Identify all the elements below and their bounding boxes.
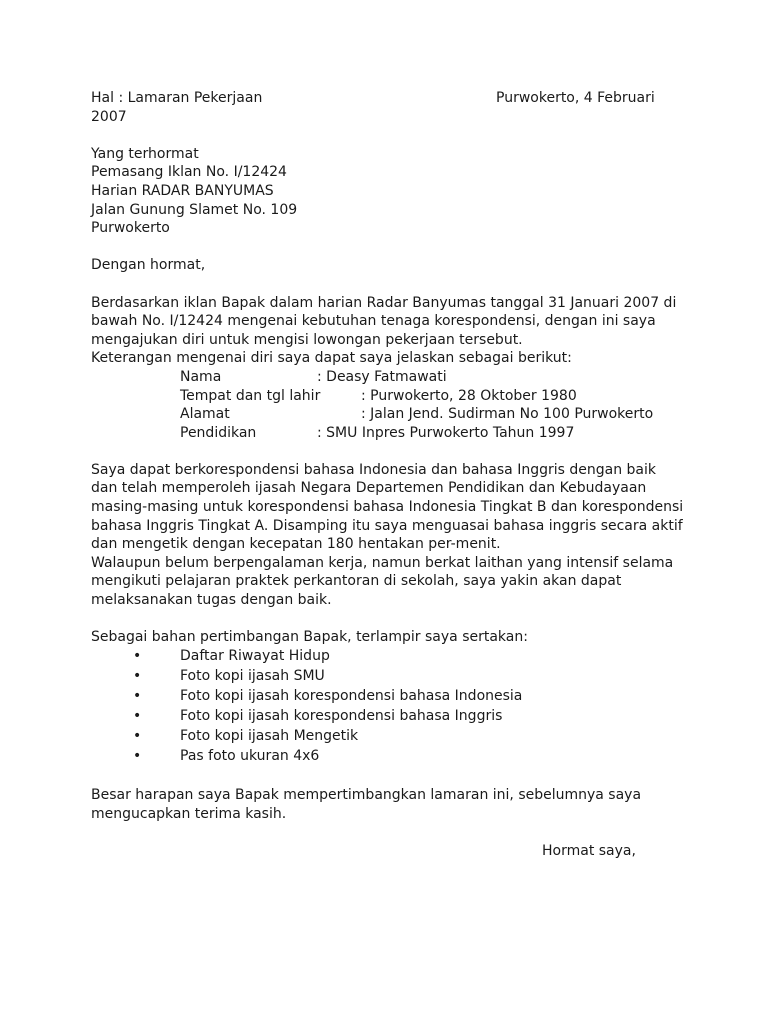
- attachments-list: [91, 647, 691, 768]
- paragraph-line: mengucapkan terima kasih.: [91, 805, 287, 822]
- detail-row: [91, 387, 691, 406]
- bullet-icon: •: [133, 708, 142, 725]
- detail-value: : Deasy Fatmawati: [317, 368, 447, 385]
- paragraph-line: bahasa Inggris Tingkat A. Disamping itu saya menguasai bahasa inggris secara aktif: [91, 517, 683, 534]
- detail-value: : SMU Inpres Purwokerto Tahun 1997: [317, 424, 575, 441]
- paragraph-line: Keterangan mengenai diri saya dapat saya jelaskan sebagai berikut:: [91, 350, 572, 367]
- paragraph-line: dan mengetik dengan kecepatan 180 hentakan per-menit.: [91, 536, 501, 553]
- bullet-icon: •: [133, 647, 142, 664]
- date-line: Purwokerto, 4 Februari: [496, 90, 655, 106]
- list-item: • Foto kopi ijasah Mengetik: [133, 728, 359, 745]
- recipient-line: Yang terhormat: [91, 145, 199, 162]
- detail-label: Tempat dan tgl lahir: [180, 387, 321, 404]
- list-item: • Daftar Riwayat Hidup: [133, 647, 330, 664]
- bullet-icon: •: [133, 728, 142, 745]
- paragraph-line: melaksanakan tugas dengan baik.: [91, 592, 332, 609]
- signoff: Hormat saya,: [542, 842, 636, 859]
- detail-row: [91, 405, 691, 424]
- recipient-line: Jalan Gunung Slamet No. 109: [91, 201, 298, 218]
- paragraph-line: Walaupun belum berpengalaman kerja, namun berkat laithan yang intensif selama: [91, 554, 674, 571]
- detail-label: Nama: [180, 368, 222, 385]
- detail-value: : Purwokerto, 28 Oktober 1980: [361, 387, 577, 404]
- list-item: • Foto kopi ijasah SMU: [133, 667, 325, 684]
- paragraph-line: mengikuti pelajaran praktek perkantoran di sekolah, saya yakin akan dapat: [91, 573, 622, 590]
- bullet-icon: •: [133, 667, 142, 684]
- letter-page: [91, 89, 691, 860]
- subject-line: Hal : Lamaran Pekerjaan: [91, 90, 263, 106]
- paragraph-line: Saya dapat berkorespondensi bahasa Indonesia dan bahasa Inggris dengan baik: [91, 461, 656, 478]
- personal-details: [91, 368, 691, 442]
- paragraph-line: masing-masing untuk korespondensi bahasa Indonesia Tingkat B dan korespondensi: [91, 499, 684, 516]
- attachments-intro: Sebagai bahan pertimbangan Bapak, terlampir saya sertakan:: [91, 629, 528, 646]
- paragraph-line: Besar harapan saya Bapak mempertimbangkan lamaran ini, sebelumnya saya: [91, 786, 642, 803]
- detail-value: : Jalan Jend. Sudirman No 100 Purwokerto: [361, 406, 654, 423]
- body-paragraph: [91, 461, 691, 610]
- detail-label: Alamat: [180, 406, 230, 423]
- bullet-icon: •: [133, 748, 142, 765]
- closing-paragraph: [91, 786, 691, 823]
- date-year: 2007: [91, 108, 127, 125]
- detail-row: [91, 424, 691, 443]
- recipient-line: Purwokerto: [91, 220, 170, 237]
- signoff-line: [91, 842, 691, 861]
- paragraph-line: Berdasarkan iklan Bapak dalam harian Radar Banyumas tanggal 31 Januari 2007 di: [91, 294, 677, 311]
- recipient-line: Harian RADAR BANYUMAS: [91, 182, 274, 199]
- detail-label: Pendidikan: [180, 424, 257, 441]
- recipient-block: [91, 145, 691, 238]
- header-line: [91, 89, 691, 108]
- list-item: • Foto kopi ijasah korespondensi bahasa Indonesia: [133, 688, 523, 704]
- bullet-icon: •: [133, 688, 142, 704]
- recipient-line: Pemasang Iklan No. I/12424: [91, 164, 287, 181]
- detail-row: [91, 368, 691, 387]
- intro-paragraph: [91, 294, 691, 368]
- paragraph-line: dan telah memperoleh ijasah Negara Departemen Pendidikan dan Kebudayaan: [91, 480, 647, 497]
- paragraph-line: mengajukan diri untuk mengisi lowongan pekerjaan tersebut.: [91, 331, 523, 348]
- list-item: • Pas foto ukuran 4x6: [133, 748, 320, 765]
- paragraph-line: bawah No. I/12424 mengenai kebutuhan tenaga korespondensi, dengan ini saya: [91, 313, 656, 330]
- salutation: Dengan hormat,: [91, 257, 206, 274]
- list-item: • Foto kopi ijasah korespondensi bahasa Inggris: [133, 708, 503, 725]
